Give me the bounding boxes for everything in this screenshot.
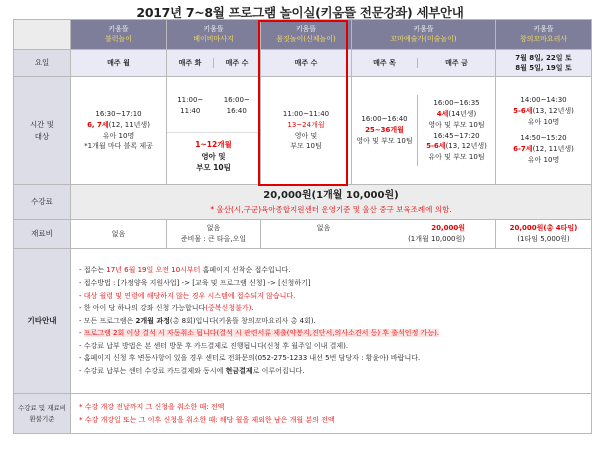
row-label-time: 시간 및 대상 — [14, 77, 71, 185]
refund-line: * 수강 개강일 또는 그 이후 신청을 취소한 때: 해당 월을 제외한 남은 개월 분의 전액 — [79, 415, 335, 424]
page-title: 2017년 7~8월 프로그램 놀이실(키움뜰 전문강좌) 세부안내 — [136, 5, 464, 20]
time-block: 16:30~17:10 6, 7세(12, 11년생) 유아 10명 *1개월 마다 블록 제공 — [71, 77, 167, 185]
etc-cell — [71, 249, 592, 394]
etc-line: - 접수방법 : [가정양육 지원사업] -> [교육 및 프로그램 신청] -> [신청하기] — [79, 278, 311, 287]
day-baby — [167, 50, 261, 77]
day-body-b: 매주 목 — [352, 58, 418, 69]
time-body-a: 11:00~11:40 13~24개월 영아 및 부모 10팀 — [261, 77, 352, 185]
etc-line: - 수강료 납부 방법은 본 센터 방문 후 카드결제로 진행됩니다(신청 후 월주일 이내 결제). — [79, 341, 349, 350]
header-art: 키움뜰 꼬마예술가(미술놀이) — [352, 20, 496, 50]
row-label-fee: 수강료 — [14, 185, 71, 220]
refund-cell — [71, 394, 592, 434]
day-cooking: 7월 8일, 22일 토 8월 5일, 19일 토 — [496, 50, 592, 77]
day-block: 매주 월 — [71, 50, 167, 77]
row-label-day: 요일 — [14, 50, 71, 77]
time-baby-b: 16:00~ 16:40 — [223, 96, 250, 115]
refund-line: * 수강 개강 전날까지 그 신청을 취소한 때: 전액 — [79, 402, 225, 411]
etc-line: - 접수는 17년 6월 19일 오전 10시부터 홈페이지 선착순 접수입니다. — [79, 266, 291, 275]
time-body-b: 16:00~16:40 25~36개월 영아 및 부모 10팀 — [352, 95, 418, 166]
time-baby: 11:00~ 11:40 16:00~ 16:40 1~12개월 영아 및 부모 10팀 — [167, 77, 261, 185]
header-row — [14, 20, 592, 50]
fee-row — [14, 185, 592, 220]
day-baby-a: 매주 화 — [167, 58, 214, 69]
schedule-table — [13, 19, 592, 434]
material-block: 없음 — [71, 220, 167, 249]
etc-line: - 한 아이 당 하나의 강좌 신청 가능합니다(중복신청불가). — [79, 304, 254, 313]
header-block: 키움뜰 블럭놀이 — [71, 20, 167, 50]
day-row — [14, 50, 592, 77]
time-cooking: 14:00~14:30 5-6세(13, 12년생) 유아 10명 14:50~15:20 6-7세(12, 11년생) 유아 10명 — [496, 77, 592, 185]
header-cooking: 키움뜰 창의꼬마요리사 — [496, 20, 592, 50]
refund-row — [14, 394, 592, 434]
row-label-etc: 기타안내 — [14, 249, 71, 394]
time-row — [14, 77, 592, 185]
day-body-a: 매주 수 — [261, 50, 352, 77]
corner-cell — [14, 20, 71, 50]
time-body-art — [352, 77, 496, 185]
day-art: 매주 금 — [445, 58, 468, 67]
header-baby-massage: 키움뜰 베이비마사지 — [167, 20, 261, 50]
material-row — [14, 220, 592, 249]
etc-line: - 수강료 납부는 센터 수강료 카드결제와 동시에 현금결제로 이루어집니다. — [79, 367, 305, 376]
material-cooking: 20,000원(총 4타임) (1타임 5,000원) — [496, 220, 592, 249]
etc-row — [14, 249, 592, 394]
header-body-play: 키움뜰 몸짓놀이(신체놀이) — [261, 20, 352, 50]
fee-cell: 20,000원(1개월 10,000원) * 울산(시,구군)육아종합지원센터 운영기준 및 울산 중구 보육조례에 의함. — [71, 185, 592, 220]
etc-line: - 프로그램 2회 이상 결석 시 자동취소 됩니다(결석 시 관련서류 제출(약봉지,진단서,의사소견서 등) 후 출석인정 가능). — [79, 329, 440, 338]
time-baby-a: 11:00~ 11:40 — [177, 96, 204, 115]
etc-line: - 대상 월령 및 연령에 해당하지 않는 경우 시스템에 접수되지 않습니다. — [79, 291, 296, 300]
material-body: 없음 20,000원 (1개월 10,000원) — [261, 220, 496, 249]
day-baby-b: 매주 수 — [225, 58, 249, 67]
time-art: 16:00~16:35 4세(14년생) 영아 및 부모 10팀 16:45~17:20 5-6세(13, 12년생) 유아 및 부모 10팀 — [426, 98, 487, 162]
row-label-material: 재료비 — [14, 220, 71, 249]
material-baby: 없음 준비물 : 큰 타올,오일 — [167, 220, 261, 249]
etc-line: - 모든 프로그램은 2개월 과정(총 8회)입니다(키움뜰 창의꼬마요리사 총 4회). — [79, 316, 316, 325]
day-body-art — [352, 50, 496, 77]
row-label-refund: 수강료 및 재료비 환불기준 — [14, 394, 71, 434]
etc-line: - 홈페이지 신청 후 변동사항이 있을 경우 센터로 전화문의(052-275-1233 내선 5번 담당자 : 황윤아) 바랍니다. — [79, 354, 421, 363]
